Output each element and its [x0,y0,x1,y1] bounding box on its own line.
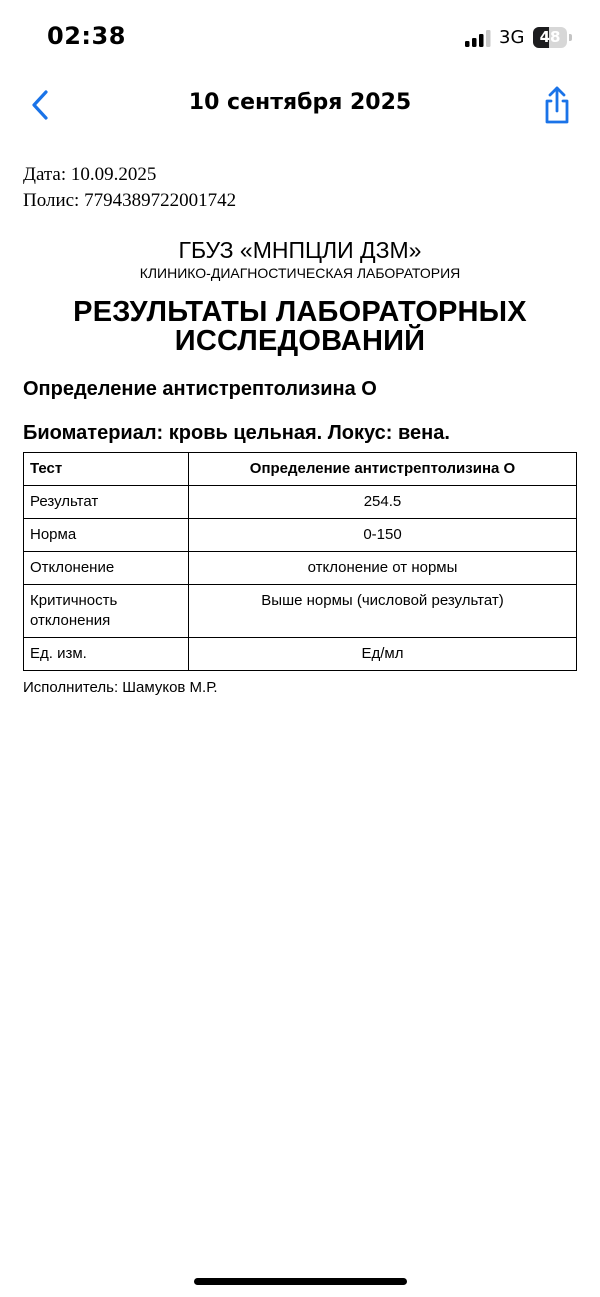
battery-icon [533,27,573,49]
chevron-left-icon [24,86,60,126]
row-label-deviation: Отклонение [24,552,189,585]
report-title: РЕЗУЛЬТАТЫ ЛАБОРАТОРНЫХ ИССЛЕДОВАНИЙ [73,296,527,357]
row-label-result: Результат [24,486,189,519]
table-row [24,638,577,671]
row-value-criticality: Выше нормы (числовой результат) [189,585,577,638]
status-bar [0,0,600,76]
biomaterial-heading: Биоматериал: кровь цельная. Локус: вена. [23,422,450,444]
back-button[interactable] [24,86,60,126]
battery-level: 48 [539,28,561,46]
table-row [24,486,577,519]
laboratory-name: КЛИНИКО-ДИАГНОСТИЧЕСКАЯ ЛАБОРАТОРИЯ [139,265,461,281]
row-value-unit: Ед/мл [189,638,577,671]
nav-title: 10 сентября 2025 [188,90,412,115]
row-value-norm: 0-150 [189,519,577,552]
share-button[interactable] [538,84,576,128]
organization-name: ГБУЗ «МНПЦЛИ ДЗМ» [178,237,422,263]
table-row [24,585,577,638]
row-label-unit: Ед. изм. [24,638,189,671]
row-value-result: 254.5 [189,486,577,519]
results-table [23,452,577,671]
home-indicator[interactable] [194,1278,407,1285]
table-row [24,552,577,585]
header-cell-label: Тест [24,453,189,486]
network-type: 3G [499,27,525,48]
executor-name: Исполнитель: Шамуков М.Р. [23,679,218,696]
table-header-row [24,453,577,486]
row-value-deviation: отклонение от нормы [189,552,577,585]
test-name-heading: Определение антистрептолизина О [23,378,377,400]
cellular-signal-icon [465,30,491,47]
share-icon [538,84,576,128]
report-date: Дата: 10.09.2025 [23,164,157,185]
policy-number: Полис: 7794389722001742 [23,190,237,211]
row-label-norm: Норма [24,519,189,552]
navigation-bar [0,76,600,138]
header-cell-value: Определение антистрептолизина О [189,453,577,486]
table-row [24,519,577,552]
lab-report-document [23,162,577,698]
row-label-criticality: Критичность отклонения [24,585,189,638]
status-time: 02:38 [47,22,126,50]
